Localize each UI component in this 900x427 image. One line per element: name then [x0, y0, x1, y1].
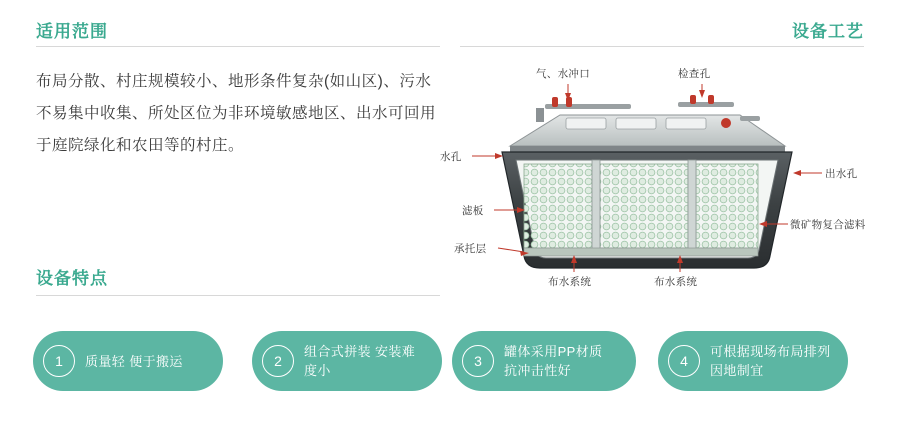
label-air-water-flush: 气、水冲口 — [536, 68, 590, 80]
section-title-process: 设备工艺 — [792, 22, 864, 41]
section-title-features: 设备特点 — [36, 269, 108, 288]
feature-text-2: 组合式拼装 安装难度小 — [304, 344, 416, 378]
label-inspection-hole: 检查孔 — [678, 68, 711, 80]
section-title-scope: 适用范围 — [36, 22, 108, 41]
feature-pill-3 — [452, 331, 636, 391]
label-water-hole: 水孔 — [440, 151, 462, 163]
feature-text-3: 罐体采用PP材质 抗冲击性好 — [504, 344, 603, 378]
label-support-layer: 承托层 — [454, 243, 487, 255]
divider-process — [460, 46, 864, 47]
label-micro-mineral-filter: 微矿物复合滤料 — [790, 219, 866, 231]
divider-scope — [36, 46, 440, 47]
feature-pill-4 — [658, 331, 848, 391]
feature-number-2: 2 — [262, 345, 294, 377]
feature-number-4: 4 — [668, 345, 700, 377]
feature-text-1: 质量轻 便于搬运 — [85, 353, 183, 369]
feature-number-3: 3 — [462, 345, 494, 377]
feature-number-1: 1 — [43, 345, 75, 377]
feature-pill-1 — [33, 331, 223, 391]
label-filter-plate: 滤板 — [462, 205, 484, 217]
equipment-process-diagram — [440, 60, 880, 290]
label-water-distribution-left: 布水系统 — [548, 276, 592, 288]
tank-cutaway-illustration — [440, 60, 880, 290]
feature-text-4: 可根据现场布局排列 因地制宜 — [710, 344, 831, 378]
label-outlet-hole: 出水孔 — [825, 168, 858, 180]
filter-media-compartments — [524, 160, 758, 256]
feature-pill-2 — [252, 331, 442, 391]
divider-features — [36, 295, 440, 296]
tank-top-deck — [510, 115, 785, 152]
scope-paragraph: 布局分散、村庄规模较小、地形条件复杂(如山区)、污水不易集中收集、所处区位为非环境敏感地区、出水可回用于庭院绿化和农田等的村庄。 — [36, 73, 437, 154]
label-water-distribution-right: 布水系统 — [654, 276, 698, 288]
